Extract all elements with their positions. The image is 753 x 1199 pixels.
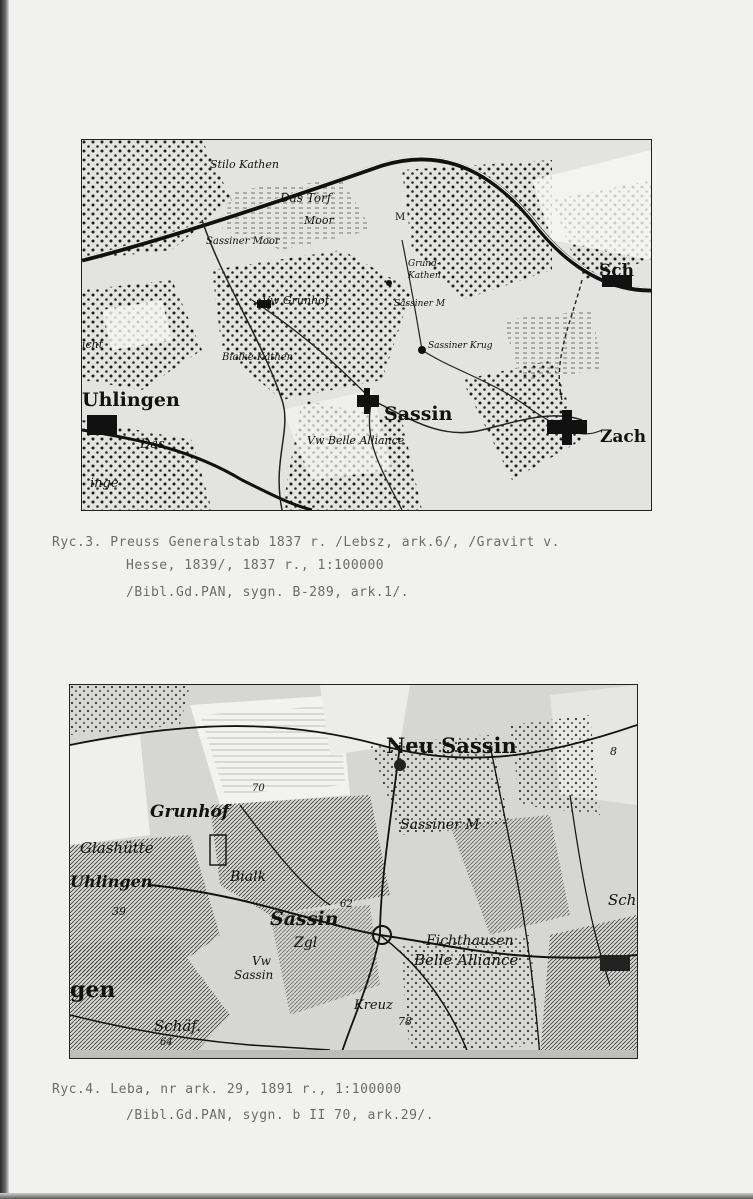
label-sch: Sch (599, 261, 634, 281)
label-das-torf: Das Torf (280, 191, 332, 205)
label-uhlingen: Uhlingen (70, 872, 153, 891)
label-sassin-small: Sassin (234, 968, 274, 982)
label-fichthausen: Fichthausen (426, 933, 514, 949)
figure-3-caption-line-1: Ryc.3. Preuss Generalstab 1837 r. /Lebsz, ark.6/, /Gravirt v. (52, 535, 560, 550)
label-m: M (395, 212, 406, 223)
label-8: 8 (610, 745, 617, 758)
label-sch: Sch (608, 891, 637, 909)
label-64: 64 (160, 1037, 173, 1048)
label-icht: icht (82, 338, 104, 351)
label-78: 78 (398, 1015, 412, 1028)
label-das: Das (140, 437, 165, 452)
scan-edge-left (0, 0, 9, 1199)
label-70: 70 (252, 783, 265, 794)
label-zach: Zach (600, 427, 647, 447)
label-schaf: Schäf. (154, 1017, 202, 1035)
label-kathen: Kathen (408, 271, 441, 281)
figure-4-caption-line-2: /Bibl.Gd.PAN, sygn. b II 70, ark.29/. (126, 1108, 435, 1123)
label-sassiner-m: Sassiner M (400, 817, 480, 833)
figure-3-caption-line-3: /Bibl.Gd.PAN, sygn. B-289, ark.1/. (126, 585, 410, 600)
figure-4-caption-line-1: Ryc.4. Leba, nr ark. 29, 1891 r., 1:100000 (52, 1082, 402, 1097)
label-inge: inge (90, 476, 119, 491)
label-belle-alliance: Vw Belle Alliance (307, 434, 405, 447)
label-vw-grunhof: Vw Grunhof (262, 294, 329, 307)
label-sassin: Sassin (270, 908, 339, 930)
label-grund: Grund- (408, 259, 440, 269)
label-belle-alliance: Belle Alliance (414, 951, 519, 969)
label-uhlingen: Uhlingen (82, 389, 180, 411)
label-sassiner-m: Sassiner M (394, 299, 446, 309)
label-bialk: Bialk (230, 869, 267, 885)
label-moor: Moor (304, 214, 334, 227)
label-vw: Vw (252, 954, 271, 968)
label-kreuz: Kreuz (354, 998, 393, 1013)
label-62: 62 (340, 899, 353, 910)
label-glashutte: Glashütte (80, 839, 154, 857)
historical-map-1837 (81, 139, 652, 511)
label-stilo-kathen: Stilo Kathen (210, 158, 279, 171)
map-1837-drawing (82, 140, 651, 510)
label-bialke-kathen: Bialke Kathen (222, 352, 294, 363)
figure-3-caption-line-2: Hesse, 1839/, 1837 r., 1:100000 (126, 558, 385, 573)
historical-map-1891 (69, 684, 638, 1059)
label-gen: gen (70, 977, 116, 1003)
label-sassiner-krug: Sassiner Krug (428, 341, 493, 351)
label-39: 39 (112, 905, 126, 918)
map-1891-drawing (70, 685, 637, 1058)
label-grunhof: Grunhof (150, 802, 230, 822)
label-sassiner-moor: Sassiner Moor (206, 236, 280, 247)
label-sassin: Sassin (384, 403, 453, 425)
label-zgl: Zgl (294, 935, 318, 951)
label-neu-sassin: Neu Sassin (386, 733, 517, 758)
scan-edge-bottom (0, 1193, 753, 1199)
